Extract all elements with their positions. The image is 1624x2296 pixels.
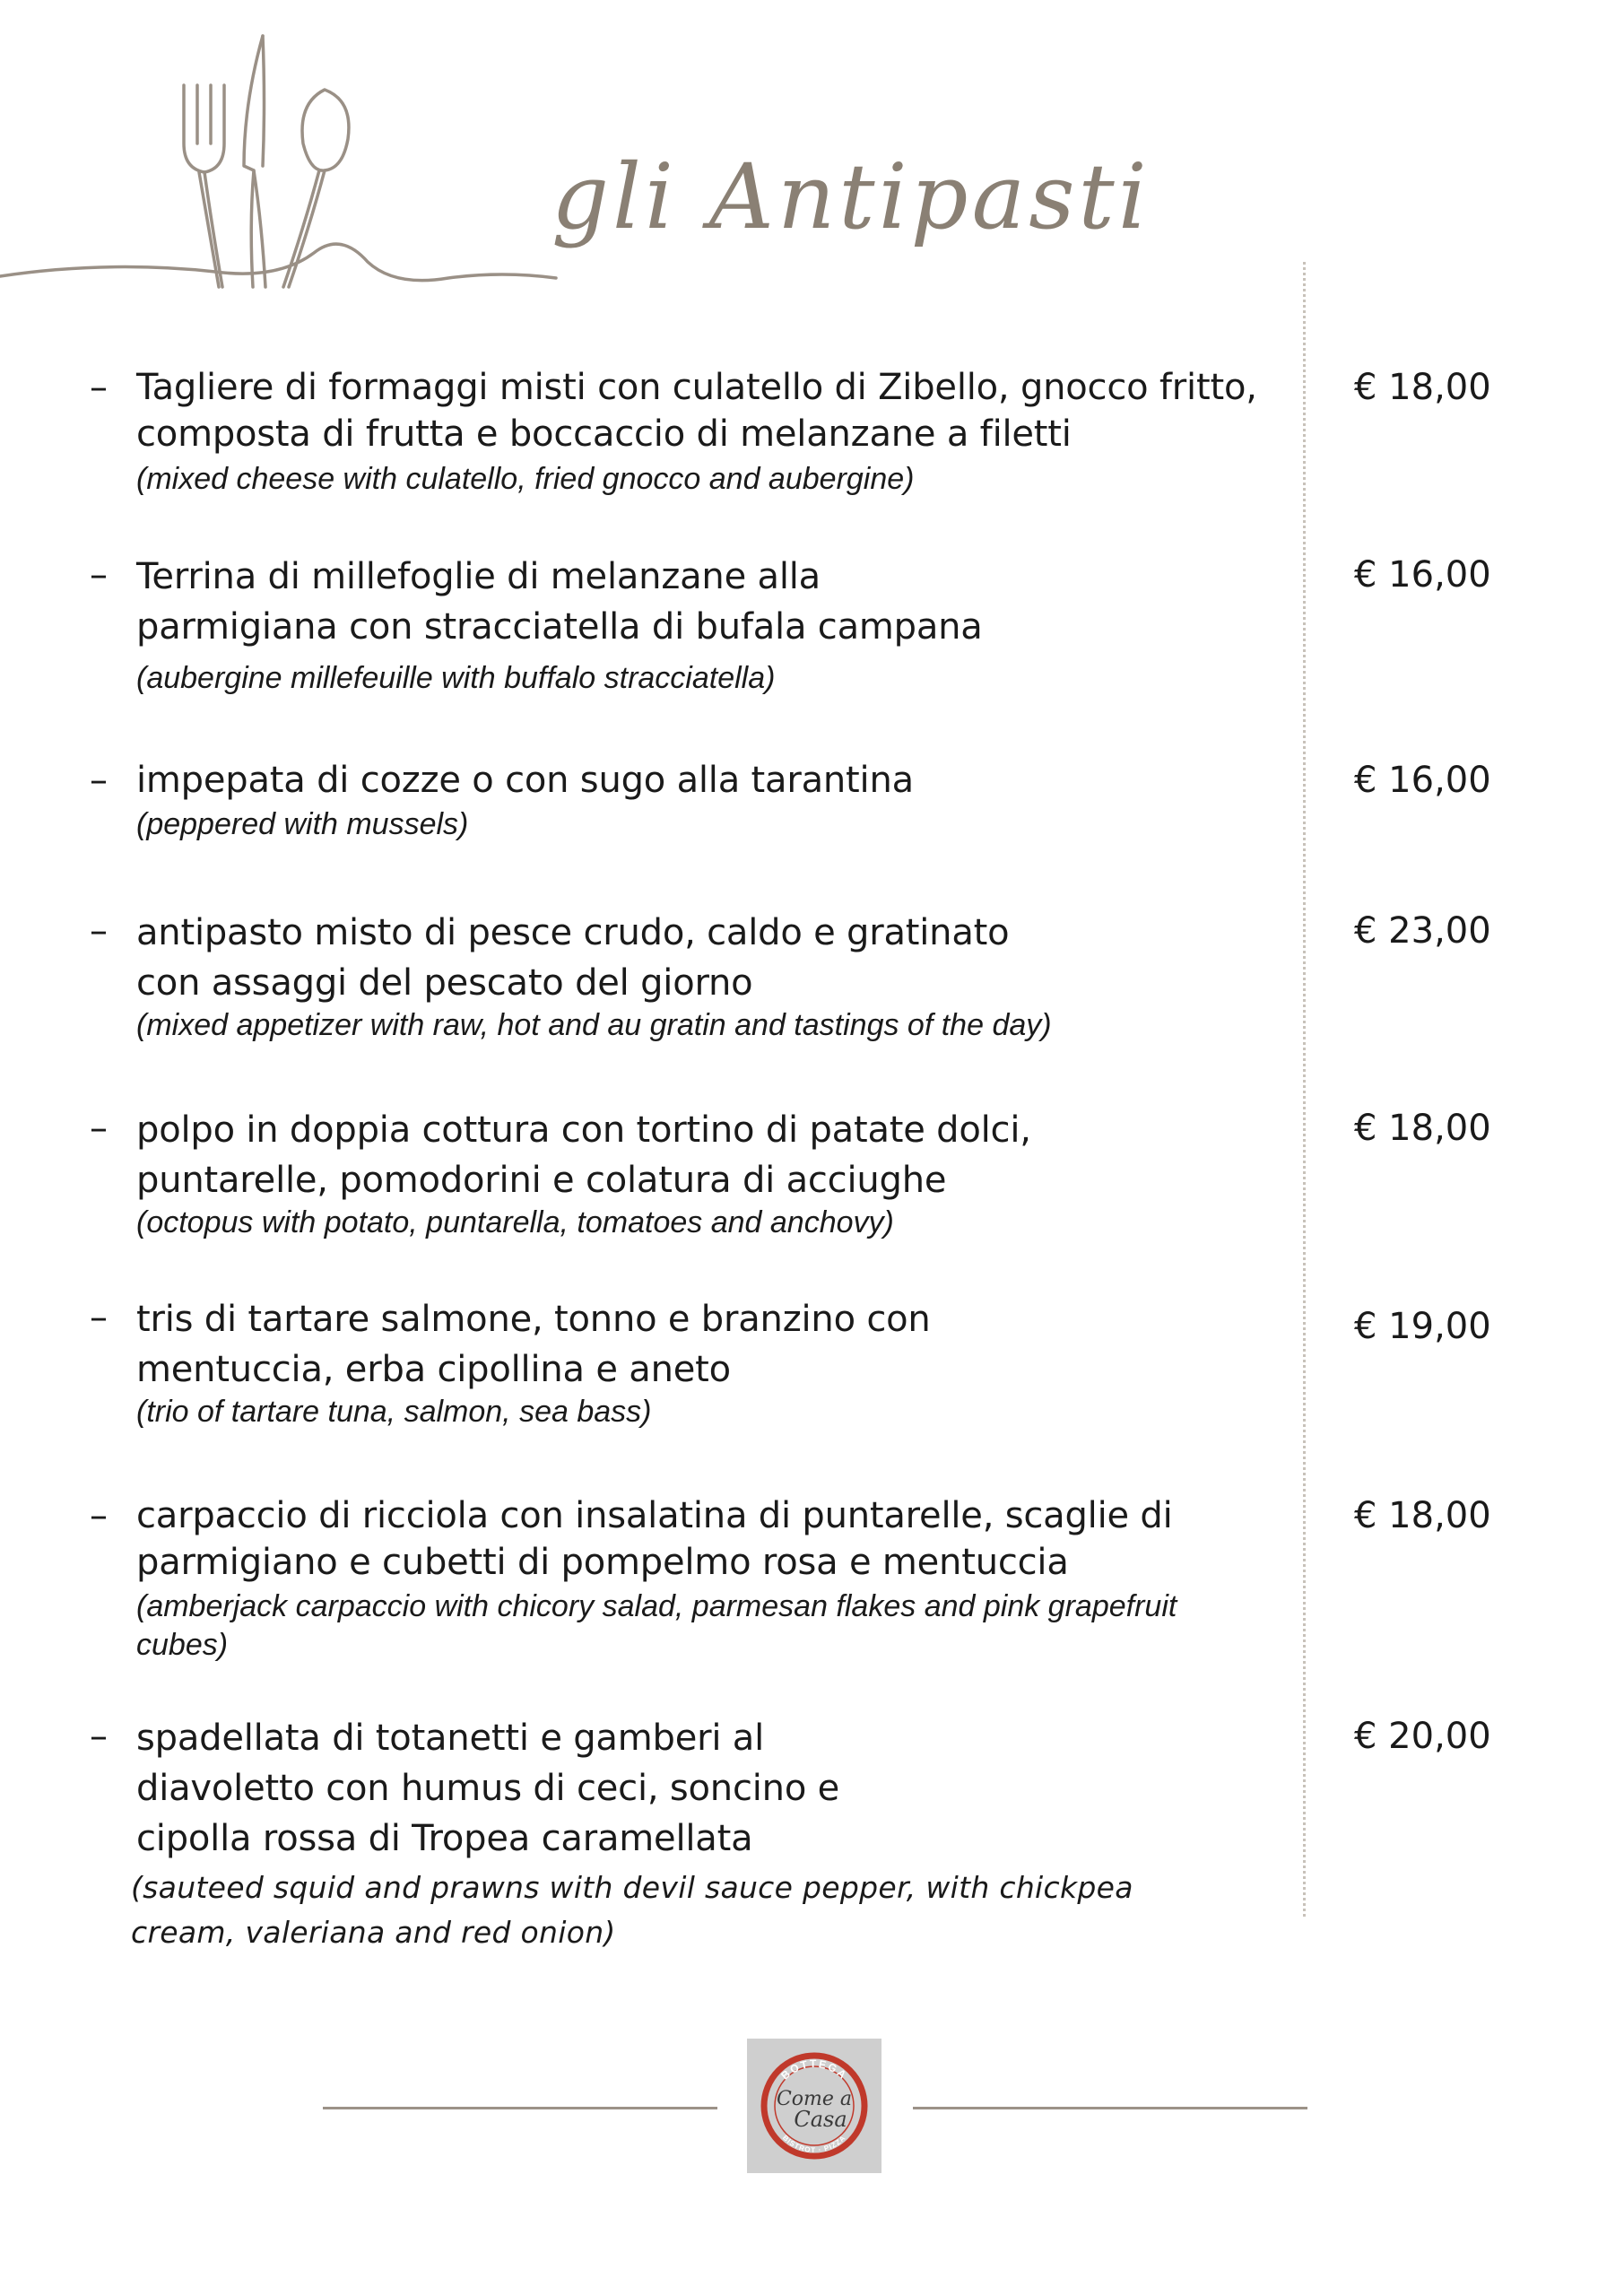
logo-text-top: BOTTEGA (778, 2057, 850, 2083)
brand-logo (747, 2039, 881, 2173)
list-bullet: – (90, 367, 108, 408)
dish-translation: (aubergine millefeuille with buffalo stracciatella) (136, 661, 776, 695)
dish-name: antipasto misto di pesce crudo, caldo e gratinato con assaggi del pescato del giorno (136, 912, 1010, 1004)
list-bullet: – (90, 910, 108, 952)
dish-name: carpaccio di ricciola con insalatina di puntarelle, scaglie di parmigiano e cubetti di pompelmo rosa e mentuccia (136, 1495, 1173, 1583)
dish-price: € 18,00 (1354, 367, 1491, 408)
dish-name: tris di tartare salmone, tonno e branzino con mentuccia, erba cipollina e aneto (136, 1299, 931, 1390)
dish-price: € 18,00 (1354, 1495, 1491, 1536)
dish-name: Tagliere di formaggi misti con culatello di Zibello, gnocco fritto, composta di frutta e boccaccio di melanzane a filetti (136, 367, 1257, 455)
list-bullet: – (90, 1716, 108, 1757)
page-title: gli Antipasti (551, 144, 1151, 249)
dish-translation: (peppered with mussels) (136, 807, 469, 841)
dish-name: polpo in doppia cottura con tortino di patate dolci, puntarelle, pomodorini e colatura di acciughe (136, 1109, 1031, 1201)
dish-price: € 16,00 (1354, 554, 1491, 596)
dish-translation: (amberjack carpaccio with chicory salad, parmesan flakes and pink grapefruit cubes) (136, 1589, 1177, 1662)
dish-name: impepata di cozze o con sugo alla tarantina (136, 760, 914, 801)
dish-price: € 18,00 (1354, 1108, 1491, 1149)
logo-text-main-1: Come a (776, 2088, 853, 2110)
dish-name: spadellata di totanetti e gamberi al diavoletto con humus di ceci, soncino e cipolla rossa di Tropea caramellata (136, 1718, 840, 1859)
dish-translation: (octopus with potato, puntarella, tomatoes and anchovy) (136, 1205, 894, 1239)
dish-price: € 20,00 (1354, 1716, 1491, 1757)
logo-text-bottom: BISTROT · PIZZA (780, 2133, 848, 2155)
dish-translation: (sauteed squid and prawns with devil sauce pepper, with chickpea cream, valeriana and red onion) (131, 1870, 1133, 1950)
footer-rule-left (323, 2107, 717, 2109)
list-bullet: – (90, 554, 108, 596)
logo-text-main-2: Casa (794, 2107, 847, 2132)
dish-translation: (mixed appetizer with raw, hot and au gratin and tastings of the day) (136, 1008, 1052, 1042)
list-bullet: – (90, 1108, 108, 1149)
footer-rule-right (913, 2107, 1307, 2109)
column-divider (1303, 262, 1306, 1917)
dish-price: € 16,00 (1354, 760, 1491, 801)
list-bullet: – (90, 760, 108, 801)
dish-name: Terrina di millefoglie di melanzane alla parmigiana con stracciatella di bufala campana (136, 556, 983, 648)
dish-price: € 23,00 (1354, 910, 1491, 952)
dish-translation: (mixed cheese with culatello, fried gnocco and aubergine) (136, 462, 915, 496)
dish-translation: (trio of tartare tuna, salmon, sea bass) (136, 1395, 652, 1429)
dish-price: € 19,00 (1354, 1306, 1491, 1347)
list-bullet: – (90, 1495, 108, 1536)
list-bullet: – (90, 1297, 108, 1338)
